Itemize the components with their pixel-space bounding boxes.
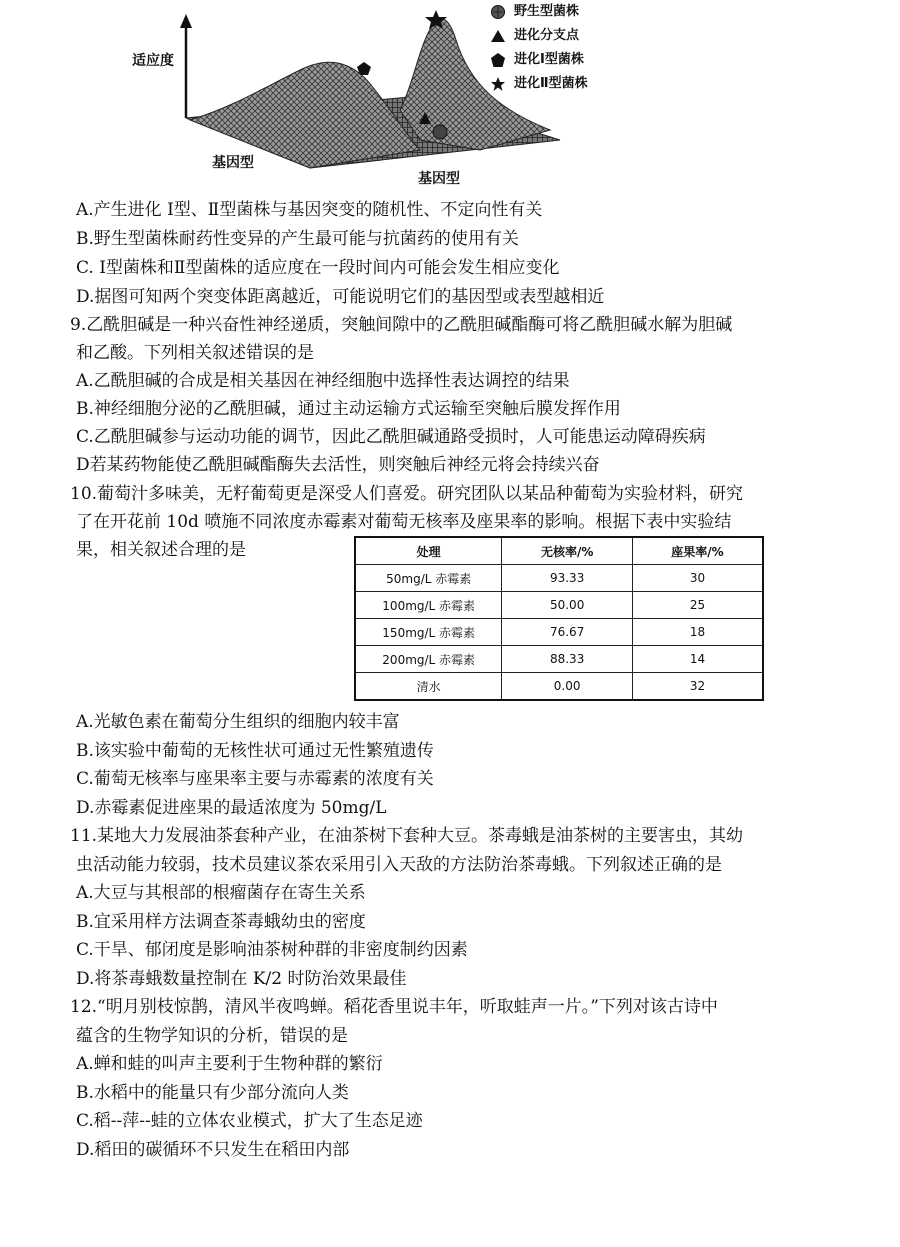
q10-option-c: C.葡萄无核率与座果率主要与赤霉素的浓度有关 <box>76 769 434 789</box>
table-cell: 93.33 <box>502 565 633 592</box>
table-cell: 清水 <box>355 673 502 701</box>
q11-option-b: B.宜采用样方法调查茶毒蛾幼虫的密度 <box>76 912 366 932</box>
table-cell: 32 <box>632 673 763 701</box>
q9-option-c: C.乙酰胆碱参与运动功能的调节，因此乙酰胆碱通路受损时，人可能患运动障碍疾病 <box>76 427 706 447</box>
table-cell: 88.33 <box>502 646 633 673</box>
table-row <box>355 646 763 673</box>
q11-stem-line-1: 11.某地大力发展油茶套种产业，在油茶树下套种大豆。茶毒蛾是油茶树的主要害虫，其幼 <box>70 826 744 846</box>
legend-label: 进化分支点 <box>514 28 580 43</box>
q10-option-b: B.该实验中葡萄的无核性状可通过无性繁殖遗传 <box>76 741 434 761</box>
table-cell: 100mg/L 赤霉素 <box>355 592 502 619</box>
q10-stem-line-1: 10.葡萄汁多味美，无籽葡萄更是深受人们喜爱。研究团队以某品种葡萄为实验材料，研究 <box>70 484 744 504</box>
star-icon <box>490 76 506 92</box>
q11-option-a: A.大豆与其根部的根瘤菌存在寄生关系 <box>76 883 366 903</box>
figure-legend <box>488 0 628 96</box>
q12-option-b: B.水稻中的能量只有少部分流向人类 <box>76 1083 349 1103</box>
table-row <box>355 565 763 592</box>
table-cell: 50mg/L 赤霉素 <box>355 565 502 592</box>
q10-option-d: D.赤霉素促进座果的最适浓度为 50mg/L <box>76 798 387 818</box>
table-cell: 150mg/L 赤霉素 <box>355 619 502 646</box>
table-cell: 200mg/L 赤霉素 <box>355 646 502 673</box>
triangle-icon <box>490 28 506 44</box>
table-cell: 25 <box>632 592 763 619</box>
q8-option-d: D.据图可知两个突变体距离越近，可能说明它们的基因型或表型越相近 <box>76 287 605 307</box>
y-axis-arrow <box>180 14 192 28</box>
q10-stem-line-3: 果，相关叙述合理的是 <box>76 540 246 560</box>
wild-type-circle-icon <box>490 4 506 20</box>
q9-stem-line-2: 和乙酸。下列相关叙述错误的是 <box>76 343 314 363</box>
q10-stem-line-2: 了在开花前 10d 喷施不同浓度赤霉素对葡萄无核率及座果率的影响。根据下表中实验结 <box>76 512 732 532</box>
table-cell: 0.00 <box>502 673 633 701</box>
table-cell: 14 <box>632 646 763 673</box>
q12-stem-line-1: 12.“明月别枝惊鹊，清风半夜鸣蝉。稻花香里说丰年，听取蛙声一片。”下列对该古诗中 <box>70 997 718 1017</box>
pentagon-icon <box>490 52 506 68</box>
table-cell: 30 <box>632 565 763 592</box>
q10-option-a: A.光敏色素在葡萄分生组织的细胞内较丰富 <box>76 712 400 732</box>
table-cell: 50.00 <box>502 592 633 619</box>
q9-option-d: D若某药物能使乙酰胆碱酯酶失去活性，则突触后神经元将会持续兴奋 <box>76 455 600 475</box>
legend-item-wild-type <box>488 0 628 24</box>
legend-label: 野生型菌株 <box>514 4 580 19</box>
table-cell: 76.67 <box>502 619 633 646</box>
legend-label: 进化Ⅱ型菌株 <box>514 76 588 91</box>
q9-stem-line-1: 9.乙酰胆碱是一种兴奋性神经递质，突触间隙中的乙酰胆碱酯酶可将乙酰胆碱水解为胆碱 <box>70 315 733 335</box>
legend-item-type1 <box>488 48 628 72</box>
q12-stem-line-2: 蕴含的生物学知识的分析，错误的是 <box>76 1026 348 1046</box>
legend-item-type2 <box>488 72 628 96</box>
x-axis-label-right: 基因型 <box>418 171 460 187</box>
x-axis-label-left: 基因型 <box>212 155 254 171</box>
y-axis-label: 适应度 <box>132 53 174 69</box>
table-header-row <box>355 537 763 565</box>
q9-option-b: B.神经细胞分泌的乙酰胆碱，通过主动运输方式运输至突触后膜发挥作用 <box>76 399 621 419</box>
q12-option-d: D.稻田的碳循环不只发生在稻田内部 <box>76 1140 350 1160</box>
q11-option-d: D.将茶毒蛾数量控制在 K/2 时防治效果最佳 <box>76 969 407 989</box>
results-table <box>354 536 764 701</box>
table-row <box>355 619 763 646</box>
q12-option-a: A.蝉和蛙的叫声主要利于生物种群的繁衍 <box>76 1054 383 1074</box>
wild-type-marker <box>433 125 447 139</box>
q11-stem-line-2: 虫活动能力较弱，技术员建议茶农采用引入天敌的方法防治茶毒蛾。下列叙述正确的是 <box>76 855 722 875</box>
table-cell: 18 <box>632 619 763 646</box>
q8-option-a: A.产生进化 Ⅰ型、Ⅱ型菌株与基因突变的随机性、不定向性有关 <box>76 200 543 220</box>
q11-option-c: C.干旱、郁闭度是影响油茶树种群的非密度制约因素 <box>76 940 468 960</box>
table-row <box>355 592 763 619</box>
table-header: 处理 <box>355 537 502 565</box>
q9-option-a: A.乙酰胆碱的合成是相关基因在神经细胞中选择性表达调控的结果 <box>76 371 570 391</box>
table-header: 座果率/% <box>632 537 763 565</box>
legend-item-branch-point <box>488 24 628 48</box>
q12-option-c: C.稻--萍--蛙的立体农业模式，扩大了生态足迹 <box>76 1111 423 1131</box>
q8-option-b: B.野生型菌株耐药性变异的产生最可能与抗菌药的使用有关 <box>76 229 519 249</box>
table-header: 无核率/% <box>502 537 633 565</box>
legend-label: 进化Ⅰ型菌株 <box>514 52 584 67</box>
table-row <box>355 673 763 701</box>
q8-option-c: C. Ⅰ型菌株和Ⅱ型菌株的适应度在一段时间内可能会发生相应变化 <box>76 258 560 278</box>
